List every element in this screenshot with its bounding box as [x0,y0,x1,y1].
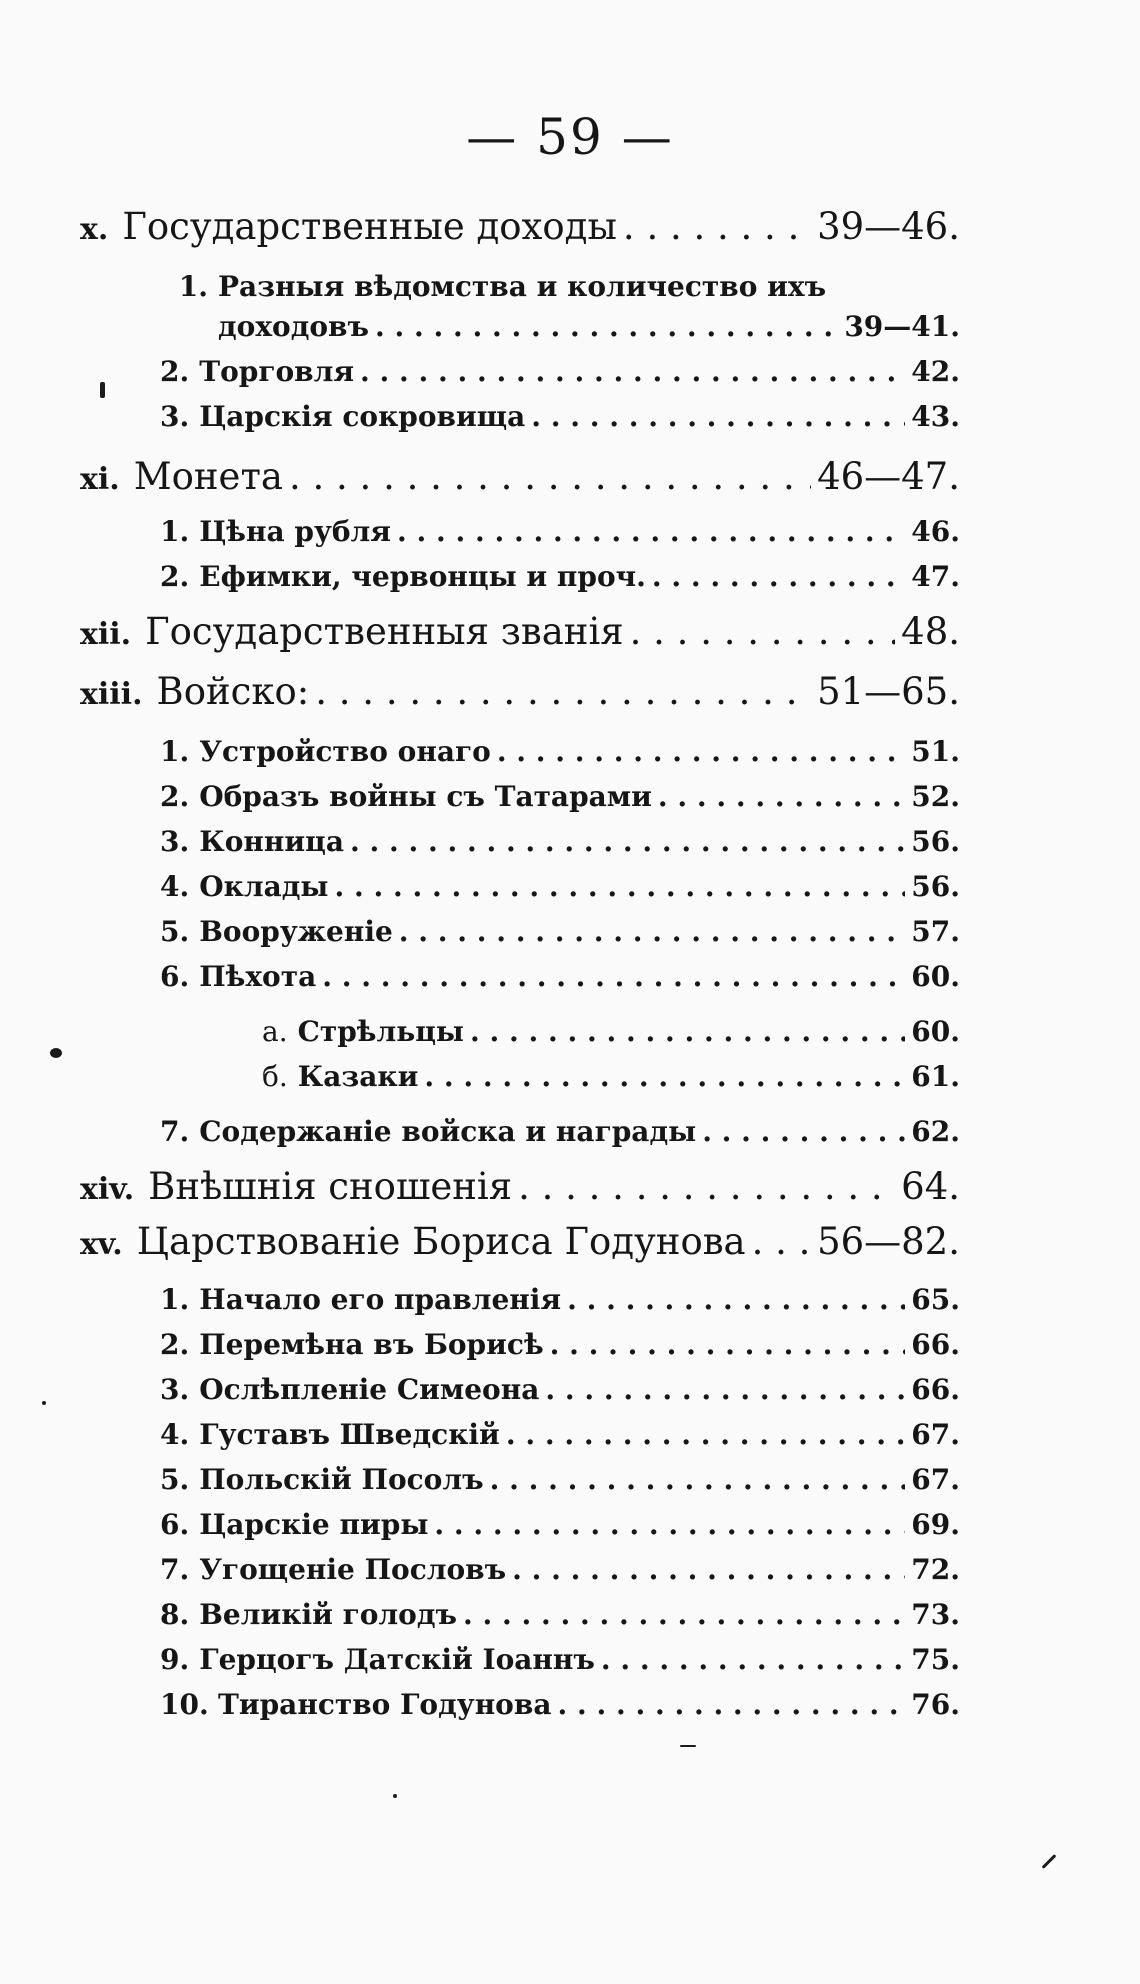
toc-item [160,825,960,858]
item-title: Царскіе пиры [199,1508,429,1541]
item-pages: 60. [911,960,960,993]
page-number: — 59 — [466,108,674,166]
toc-item [160,1508,960,1541]
item-title: Цѣна рубля [199,515,391,548]
item-number: 7. [160,1553,190,1586]
section-number: x. [80,212,109,247]
item-title: Пѣхота [199,960,317,993]
dot-leader [630,610,896,653]
item-pages: 51. [911,735,960,768]
item-number: 2. [160,780,190,813]
section-title: Монета [133,455,283,498]
dot-leader [531,400,905,433]
item-title: Содержаніе войска и награды [199,1115,697,1148]
dot-leader [545,1373,905,1406]
dot-leader [434,1508,905,1541]
toc-section-xv [80,1220,960,1263]
toc-item [160,780,960,813]
item-title-continuation: доходовъ [218,310,369,343]
dot-leader [463,1598,905,1631]
item-number: 2. [160,1328,190,1361]
section-number: xiii. [80,677,143,712]
dot-leader [322,960,905,993]
section-pages: 46—47. [817,455,960,498]
scan-speck [50,1048,62,1058]
item-pages: 52. [911,780,960,813]
item-number: 3. [160,825,190,858]
toc-item [160,1463,960,1496]
dot-leader [512,1553,905,1586]
dot-leader [567,1283,905,1316]
section-number: xi. [80,462,120,497]
item-title: Начало его правленія [199,1283,562,1316]
item-title: Великій голодъ [199,1598,457,1631]
item-title: Разныя вѣдомства и количество ихъ [218,270,827,303]
item-title: Устройство онаго [199,735,491,768]
dot-leader [658,780,905,813]
item-pages: 67. [911,1463,960,1496]
toc-item [160,1598,960,1631]
toc-item [160,1115,960,1148]
item-title: Ефимки, червонцы и проч. [199,560,646,593]
item-number: 8. [160,1598,190,1631]
subitem-letter: б. [262,1060,288,1093]
toc-subitem [262,1015,960,1048]
scan-speck [42,1401,46,1405]
section-pages: 51—65. [817,670,960,713]
section-number: xii. [80,617,132,652]
toc-item [160,870,960,903]
item-pages: 67. [911,1418,960,1451]
scan-speck [393,1794,397,1798]
subitem-title: Стрѣльцы [297,1015,464,1048]
dot-leader [652,560,905,593]
item-pages: 57. [911,915,960,948]
item-number: 4. [160,870,190,903]
dot-leader [506,1418,905,1451]
toc-item [160,1328,960,1361]
toc-item [160,1373,960,1406]
item-number: 10. [160,1688,209,1721]
item-number: 1. [160,515,190,548]
item-pages: 76. [911,1688,960,1721]
dot-leader [497,735,905,768]
toc-section-xi [80,455,960,498]
section-pages: 56—82. [817,1220,960,1263]
item-pages: 73. [911,1598,960,1631]
toc-item [160,1418,960,1451]
dot-leader [334,870,905,903]
section-pages: 48. [901,610,960,653]
section-title: Государственныя званія [145,610,624,653]
item-pages: 47. [911,560,960,593]
item-number: 3. [160,400,190,433]
section-title: Царствованіе Бориса Годунова [136,1220,746,1263]
item-number: 4. [160,1418,190,1451]
toc-item [160,355,960,388]
item-pages: 69. [911,1508,960,1541]
section-title: Войско: [156,670,310,713]
item-pages: 56. [911,825,960,858]
scan-speck [100,382,105,398]
toc-section-xiv [80,1165,960,1208]
section-pages: 64. [901,1165,960,1208]
dot-leader [752,1220,811,1263]
item-pages: 65. [911,1283,960,1316]
item-title: Торговля [199,355,355,388]
item-pages: 46. [911,515,960,548]
section-title: Государственные доходы [122,205,617,248]
dot-leader [490,1463,906,1496]
dot-leader [470,1015,905,1048]
item-number: 5. [160,915,190,948]
item-title: Герцогъ Датскій Іоаннъ [199,1643,595,1676]
item-title: Густавъ Шведскій [199,1418,500,1451]
toc-item [160,960,960,993]
toc-item [160,400,960,433]
item-number: 2. [160,560,190,593]
section-number: xiv. [80,1172,135,1207]
item-pages: 72. [911,1553,960,1586]
item-title: Оклады [199,870,329,903]
subitem-letter: а. [262,1015,288,1048]
section-number: xv. [80,1227,123,1262]
toc-section-xii [80,610,960,653]
toc-section-x [80,205,960,248]
section-pages: 39—46. [817,205,960,248]
dot-leader [397,515,905,548]
item-pages: 39—41. [844,310,960,343]
item-number: 1. [178,270,208,303]
toc-item [160,515,960,548]
dot-leader [315,670,811,713]
item-number: 3. [160,1373,190,1406]
scan-speck [680,1745,696,1747]
item-title: Ослѣпленіе Симеона [199,1373,540,1406]
toc-item-continuation [218,310,960,343]
item-title: Угощеніе Пословъ [199,1553,507,1586]
item-title: Перемѣна въ Борисѣ [199,1328,544,1361]
item-pages: 66. [911,1328,960,1361]
toc-item [160,560,960,593]
item-number: 6. [160,1508,190,1541]
item-number: 6. [160,960,190,993]
dot-leader [550,1328,906,1361]
toc-item [160,270,960,303]
dot-leader [424,1060,905,1093]
toc-item [160,915,960,948]
subitem-title: Казаки [297,1060,419,1093]
item-number: 2. [160,355,190,388]
item-title: Тиранство Годунова [218,1688,552,1721]
item-number: 1. [160,735,190,768]
dot-leader [350,825,905,858]
item-title: Царскія сокровища [199,400,526,433]
dot-leader [375,310,838,343]
dot-leader [702,1115,905,1148]
item-number: 9. [160,1643,190,1676]
section-title: Внѣшнія сношенія [148,1165,513,1208]
dot-leader [289,455,811,498]
dot-leader [399,915,905,948]
dot-leader [557,1688,905,1721]
item-pages: 42. [911,355,960,388]
toc-item [160,1553,960,1586]
item-title: Конница [199,825,344,858]
toc-subitem [262,1060,960,1093]
item-pages: 43. [911,400,960,433]
item-number: 1. [160,1283,190,1316]
item-title: Вооруженіе [199,915,393,948]
dot-leader [623,205,811,248]
item-title: Польскій Посолъ [199,1463,484,1496]
toc-section-xiii [80,670,960,713]
subitem-pages: 60. [911,1015,960,1048]
toc-item [160,1283,960,1316]
item-pages: 75. [911,1643,960,1676]
item-title: Образъ войны съ Татарами [199,780,652,813]
toc-item [160,735,960,768]
item-number: 7. [160,1115,190,1148]
item-number: 5. [160,1463,190,1496]
dot-leader [601,1643,905,1676]
toc-item [160,1688,960,1721]
item-pages: 56. [911,870,960,903]
item-pages: 66. [911,1373,960,1406]
toc-item [160,1643,960,1676]
subitem-pages: 61. [911,1060,960,1093]
item-pages: 62. [911,1115,960,1148]
dot-leader [518,1165,895,1208]
scan-speck [1042,1854,1057,1869]
dot-leader [360,355,905,388]
